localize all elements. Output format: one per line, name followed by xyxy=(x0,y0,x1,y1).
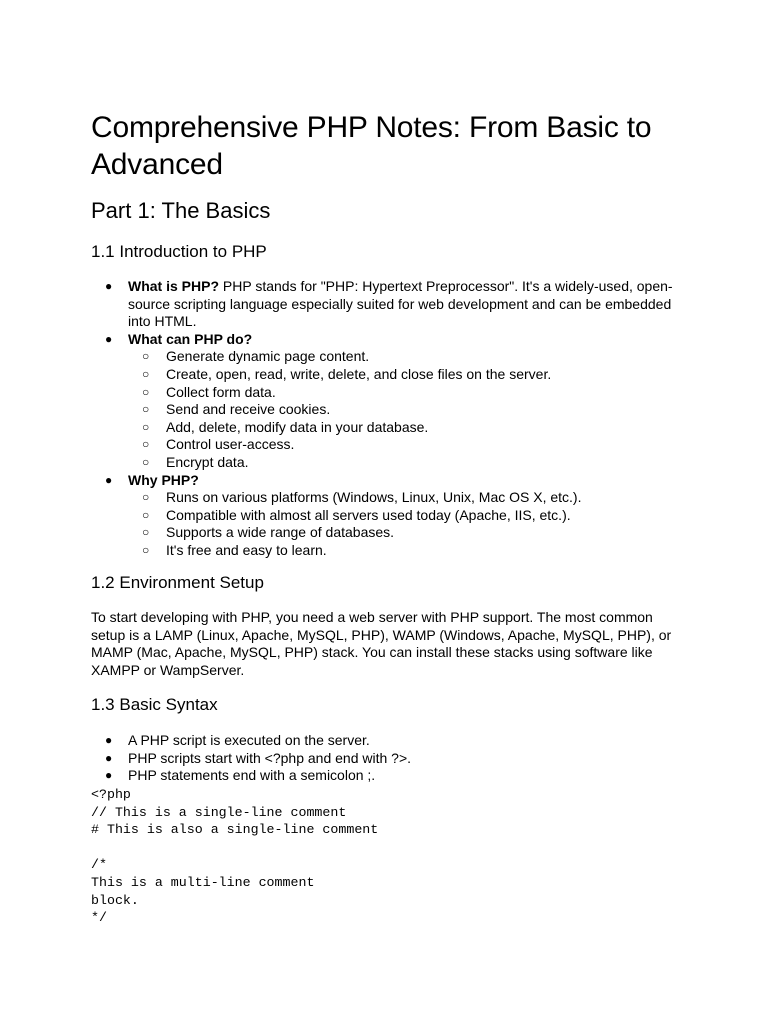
intro-list xyxy=(91,278,691,560)
php-code-block: <?php // This is a single-line comment # This is also a single-line comment /* This is a multi-line comment block. */ xyxy=(91,787,379,926)
sublist-item: ○ It's free and easy to learn. xyxy=(142,541,327,558)
section-1-3-heading: 1.3 Basic Syntax xyxy=(91,695,218,714)
hollow-bullet-icon: ○ xyxy=(142,349,150,364)
section-1-2-heading: 1.2 Environment Setup xyxy=(91,573,264,592)
hollow-bullet-icon: ○ xyxy=(142,507,150,522)
section-1-1-heading: 1.1 Introduction to PHP xyxy=(91,242,267,261)
capabilities-sublist xyxy=(91,348,691,471)
hollow-bullet-icon: ○ xyxy=(142,525,150,540)
environment-paragraph: To start developing with PHP, you need a web server with PHP support. The most common setup is a LAMP (Linux, Apache, MySQL, PHP), WAMP (Windows, Apache, MySQL, PHP), or MAMP (Mac, Apache, MySQL, PHP) stack. You can install these stacks using software like XAMPP or WampServer. xyxy=(91,609,672,678)
item-lead: What can PHP do? xyxy=(128,330,253,347)
sublist-item: ○ Create, open, read, write, delete, and close files on the server. xyxy=(142,365,552,382)
bullet-icon: ● xyxy=(105,331,113,346)
sublist-item: ○ Encrypt data. xyxy=(142,453,249,470)
hollow-bullet-icon: ○ xyxy=(142,366,150,381)
item-lead: What is PHP? xyxy=(128,278,220,294)
list-item-what-is-php xyxy=(91,278,691,331)
hollow-bullet-icon: ○ xyxy=(142,402,150,417)
sublist-item: ○ Add, delete, modify data in your database. xyxy=(142,418,429,435)
item-lead: Why PHP? xyxy=(128,471,199,488)
sublist-item: ○ Send and receive cookies. xyxy=(142,401,331,418)
sublist-item: ○ Supports a wide range of databases. xyxy=(142,524,395,541)
syntax-list xyxy=(91,732,691,785)
sublist-item: ○ Generate dynamic page content. xyxy=(142,348,370,365)
sublist-item: ○ Collect form data. xyxy=(142,383,276,400)
list-item: ● PHP scripts start with <?php and end with ?>. xyxy=(105,749,412,766)
document-title: Comprehensive PHP Notes: From Basic to Advanced xyxy=(91,111,652,181)
hollow-bullet-icon: ○ xyxy=(142,542,150,557)
bullet-icon: ● xyxy=(105,750,113,765)
hollow-bullet-icon: ○ xyxy=(142,490,150,505)
list-item-why-php xyxy=(91,472,691,560)
reasons-sublist xyxy=(91,489,691,559)
hollow-bullet-icon: ○ xyxy=(142,454,150,469)
list-item: ● PHP statements end with a semicolon ;. xyxy=(105,767,376,784)
part1-heading: Part 1: The Basics xyxy=(91,198,271,223)
sublist-item: ○ Control user-access. xyxy=(142,436,295,453)
sublist-item: ○ Compatible with almost all servers used today (Apache, IIS, etc.). xyxy=(142,506,571,523)
hollow-bullet-icon: ○ xyxy=(142,419,150,434)
list-item-what-can-php-do xyxy=(91,331,691,472)
bullet-icon: ● xyxy=(105,279,113,293)
bullet-icon: ● xyxy=(105,733,113,747)
sublist-item: ○ Runs on various platforms (Windows, Linux, Unix, Mac OS X, etc.). xyxy=(142,489,582,506)
hollow-bullet-icon: ○ xyxy=(142,384,150,399)
bullet-icon: ● xyxy=(105,472,113,487)
item-text: PHP stands for "PHP: Hypertext Preprocessor". It's a widely-used, open-source scripting language especially suited for web development and can be embedded into HTML. xyxy=(128,278,673,330)
hollow-bullet-icon: ○ xyxy=(142,437,150,452)
list-item: ● A PHP script is executed on the server. xyxy=(105,732,370,748)
bullet-icon: ● xyxy=(105,768,113,783)
